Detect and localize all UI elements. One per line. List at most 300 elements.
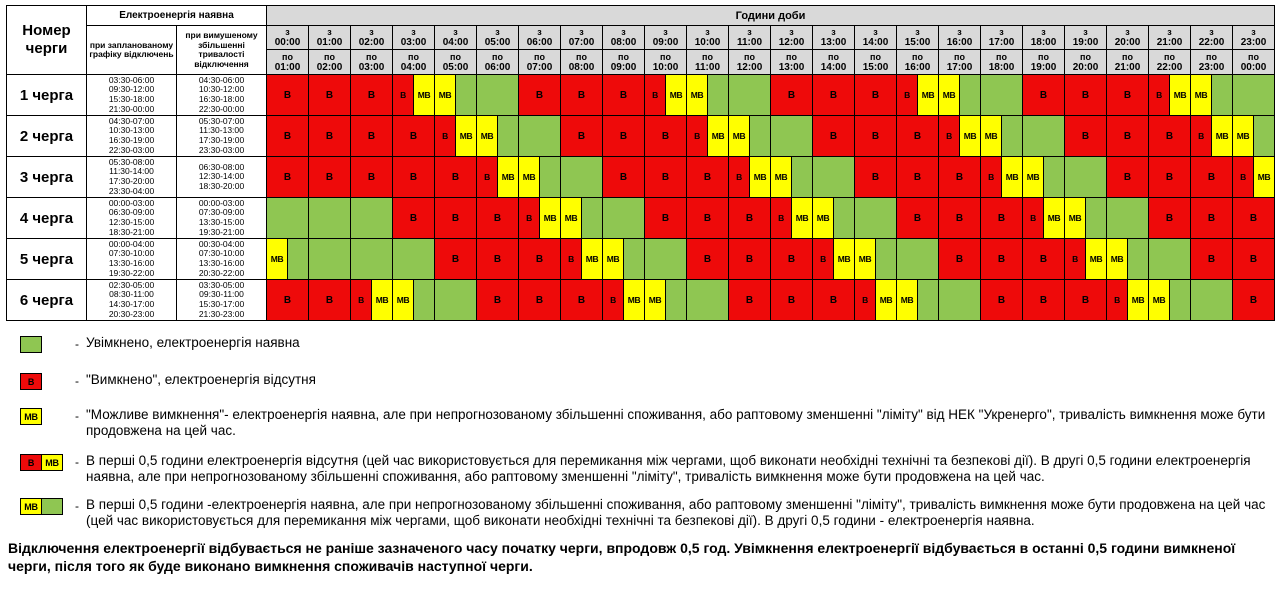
grid-cell-b: В	[561, 116, 603, 157]
half-off: В	[477, 157, 497, 197]
split-cell	[1107, 239, 1148, 279]
grid-cell-mg	[561, 198, 603, 239]
time-range: 21:30-00:00	[108, 103, 155, 114]
split-cell	[435, 75, 476, 115]
grid-cell-bm	[687, 116, 729, 157]
planned-times-cell	[87, 239, 177, 280]
half-off: В	[561, 239, 581, 279]
half-possible-off: МВ	[561, 198, 581, 238]
half-possible-off: МВ	[687, 75, 707, 115]
hour-from-cell-time: 01:00	[316, 37, 343, 48]
legend-item	[20, 453, 1280, 485]
hour-from-cell-time: 12:00	[778, 37, 805, 48]
grid-cell-b: В	[309, 280, 351, 321]
grid-cell-b: В	[1107, 116, 1149, 157]
time-range: 00:00-04:00	[108, 238, 155, 249]
hour-from-cell-time: 13:00	[820, 37, 847, 48]
half-on	[665, 280, 686, 320]
split-cell	[1233, 157, 1274, 197]
hour-to-cell-time: 02:00	[316, 61, 343, 73]
time-range: 13:30-16:00	[198, 258, 245, 268]
hour-to-cell-time: 10:00	[652, 61, 679, 73]
hour-to-cell-time: 05:00	[442, 61, 469, 73]
half-possible-off: МВ	[539, 198, 560, 238]
grid-cell-b: В	[981, 280, 1023, 321]
split-cell	[939, 75, 980, 115]
time-range: 11:30-13:00	[199, 125, 244, 136]
grid-cell-b: В	[309, 116, 351, 157]
hour-from-cell-time: 19:00	[1072, 37, 1099, 48]
half-off: В	[981, 157, 1001, 197]
forced-times-cell	[177, 198, 267, 239]
split-cell	[1023, 198, 1064, 238]
planned-schedule-header: при запланованому графіку відключень	[87, 26, 177, 75]
split-cell	[477, 157, 518, 197]
grid-cell-b: В	[1233, 280, 1275, 321]
hour-to-cell-word: по	[954, 51, 965, 62]
hour-from-cell	[813, 26, 855, 50]
half-possible-off: МВ	[1253, 157, 1274, 197]
time-range: 03:30-05:00	[198, 279, 245, 290]
half-off: В	[519, 198, 539, 238]
hour-to-cell	[855, 50, 897, 75]
grid-cell-g	[519, 116, 561, 157]
half-possible-off: МВ	[875, 280, 896, 320]
grid-cell-bm	[1065, 239, 1107, 280]
hour-to-cell-word: по	[576, 51, 587, 62]
hour-to-cell	[687, 50, 729, 75]
grid-cell-b: В	[561, 280, 603, 321]
grid-cell-g	[561, 157, 603, 198]
grid-cell-bm	[813, 239, 855, 280]
hour-from-cell-word: з	[285, 27, 290, 37]
hour-to-cell-time: 11:00	[694, 61, 721, 73]
half-possible-off: МВ	[1191, 75, 1211, 115]
split-cell	[603, 280, 644, 320]
half-possible-off: МВ	[917, 75, 938, 115]
split-cell	[687, 116, 728, 156]
grid-cell-g	[1023, 116, 1065, 157]
split-cell	[561, 239, 602, 279]
half-possible-off: МВ	[771, 157, 791, 197]
split-cell	[1107, 280, 1148, 320]
time-range: 00:30-04:00	[198, 238, 245, 249]
grid-cell-b: В	[939, 157, 981, 198]
grid-cell-b: В	[1191, 198, 1233, 239]
grid-cell-b: В	[603, 157, 645, 198]
time-range: 19:30-21:00	[198, 226, 245, 237]
grid-cell-b: В	[1233, 198, 1275, 239]
grid-cell-bm	[1023, 198, 1065, 239]
grid-cell-b: В	[267, 116, 309, 157]
grid-cell-b: В	[267, 280, 309, 321]
half-possible-off: МВ	[267, 239, 287, 279]
hour-from-cell-word: з	[495, 27, 500, 37]
hour-from-cell	[351, 26, 393, 50]
grid-cell-mg	[1065, 198, 1107, 239]
grid-cell-b: В	[519, 280, 561, 321]
hour-from-cell	[771, 26, 813, 50]
grid-cell-b: В	[561, 75, 603, 116]
hour-to-cell	[267, 50, 309, 75]
grid-cell-b: В	[1107, 75, 1149, 116]
grid-cell-g	[309, 198, 351, 239]
split-cell	[813, 198, 854, 238]
grid-cell-mg	[603, 239, 645, 280]
grid-cell-mg	[729, 116, 771, 157]
grid-cell-bm	[771, 198, 813, 239]
hour-to-cell-time: 15:00	[862, 61, 889, 73]
split-cell	[393, 280, 434, 320]
half-on	[623, 239, 644, 279]
grid-cell-bm	[1233, 157, 1275, 198]
time-range: 00:00-03:00	[198, 197, 245, 208]
half-possible-off: МВ	[623, 280, 644, 320]
grid-cell-b: В	[813, 116, 855, 157]
legend-swatch-on	[20, 336, 42, 353]
grid-cell-b: В	[855, 75, 897, 116]
grid-cell-b: В	[1149, 116, 1191, 157]
hour-to-cell	[603, 50, 645, 75]
half-possible-off: МВ	[1107, 239, 1127, 279]
legend-swatch-mb: МВ	[20, 408, 42, 425]
forced-schedule-header: при вимушеному збільшенні тривалості відключення	[177, 26, 267, 75]
split-cell	[351, 280, 392, 320]
hour-to-cell-word: по	[996, 51, 1007, 62]
time-range: 21:30-23:00	[198, 308, 245, 319]
legend-text: "Можливе вимкнення"- електроенергія наявна, але при непрогнозованому збільшенні споживання, або раптовому зменшенні "ліміту" від НЕК "Укренерго", тривалість вимкнення може бути продовжена на цей час.	[86, 407, 1266, 438]
half-possible-off: МВ	[939, 75, 959, 115]
time-range: 07:30-09:00	[198, 207, 245, 218]
half-on	[1253, 116, 1274, 156]
legend-text: В перші 0,5 години -електроенергія наявна, але при непрогнозованому збільшенні споживання, або раптовому зменшенні "ліміту", тривалість вимкнення може бути продовжена на цей час (цей час використовується для перемикання між чергами, щоб виконати необхідні технічні та безпекові дії). В другі 0,5 години - електроенергія наявна.	[86, 497, 1266, 528]
grid-cell-b: В	[645, 116, 687, 157]
hour-to-cell	[477, 50, 519, 75]
grid-cell-b: В	[1107, 157, 1149, 198]
hour-from-cell-time: 14:00	[862, 37, 889, 48]
hour-to-cell-time: 13:00	[778, 61, 805, 73]
half-possible-off: МВ	[435, 75, 455, 115]
hour-from-cell	[1191, 26, 1233, 50]
half-on	[1085, 198, 1106, 238]
forced-times-cell	[177, 116, 267, 157]
hour-to-cell	[1107, 50, 1149, 75]
hour-from-cell	[729, 26, 771, 50]
half-possible-off: МВ	[1001, 157, 1022, 197]
grid-cell-b: В	[393, 198, 435, 239]
time-range: 05:30-07:00	[198, 115, 245, 126]
time-range: 05:30-08:00	[108, 156, 155, 167]
hour-from-cell-time: 09:00	[652, 37, 679, 48]
time-range: 10:30-13:00	[108, 125, 155, 136]
hour-from-cell-time: 11:00	[736, 37, 763, 48]
hours-of-day-header: Години доби	[267, 6, 1275, 26]
time-range: 18:30-20:00	[198, 180, 245, 191]
grid-cell-b: В	[393, 116, 435, 157]
grid-cell-bm	[519, 198, 561, 239]
hour-from-cell	[1149, 26, 1191, 50]
grid-cell-b: В	[687, 198, 729, 239]
split-cell	[1065, 198, 1106, 238]
hour-to-cell-word: по	[744, 51, 755, 62]
half-off: В	[855, 280, 875, 320]
grid-cell-g	[603, 198, 645, 239]
half-off: В	[1149, 75, 1169, 115]
grid-cell-b: В	[351, 116, 393, 157]
hour-to-cell-time: 06:00	[484, 61, 511, 73]
hour-to-cell	[645, 50, 687, 75]
split-cell	[1233, 116, 1274, 156]
half-possible-off: МВ	[897, 280, 917, 320]
forced-times-cell	[177, 75, 267, 116]
hour-to-cell	[813, 50, 855, 75]
half-on	[833, 198, 854, 238]
queue-label: 1 черга	[7, 75, 87, 116]
hour-from-cell	[939, 26, 981, 50]
grid-cell-g	[351, 239, 393, 280]
half-possible-off: МВ	[497, 157, 518, 197]
hour-from-cell-word: з	[621, 27, 626, 37]
half-on	[1127, 239, 1148, 279]
hour-to-cell	[393, 50, 435, 75]
hour-from-cell-time: 18:00	[1030, 37, 1057, 48]
hour-to-cell-time: 09:00	[610, 61, 637, 73]
grid-cell-mg	[393, 280, 435, 321]
hour-to-cell-time: 16:00	[904, 61, 931, 73]
hour-from-cell-word: з	[1125, 27, 1130, 37]
hour-from-cell	[645, 26, 687, 50]
hour-from-cell-word: з	[1251, 27, 1256, 37]
grid-cell-b: В	[435, 239, 477, 280]
hour-to-cell-word: по	[618, 51, 629, 62]
time-range: 16:30-18:00	[198, 94, 245, 104]
half-off: В	[1233, 157, 1253, 197]
hour-to-cell	[897, 50, 939, 75]
split-cell	[519, 198, 560, 238]
hour-from-cell	[435, 26, 477, 50]
hour-from-cell	[1023, 26, 1065, 50]
grid-cell-b: В	[1023, 239, 1065, 280]
half-possible-off: МВ	[1065, 198, 1085, 238]
hour-from-cell	[1233, 26, 1275, 50]
time-range: 04:30-07:00	[108, 115, 155, 126]
half-off: В	[813, 239, 833, 279]
split-cell	[1065, 239, 1106, 279]
header-row-from	[7, 26, 1275, 50]
half-possible-off: МВ	[791, 198, 812, 238]
grid-cell-b: В	[771, 280, 813, 321]
hour-to-cell-word: по	[660, 51, 671, 62]
hour-from-cell	[981, 26, 1023, 50]
half-on	[1169, 280, 1190, 320]
hour-from-cell-word: з	[327, 27, 332, 37]
hour-to-cell-word: по	[1038, 51, 1049, 62]
split-cell	[771, 198, 812, 238]
time-range: 17:30-19:00	[198, 135, 245, 145]
hour-from-cell-word: з	[705, 27, 710, 37]
time-range: 22:30-03:00	[108, 144, 155, 155]
grid-cell-b: В	[771, 75, 813, 116]
half-off: В	[729, 157, 749, 197]
grid-cell-b: В	[939, 198, 981, 239]
grid-cell-b: В	[1065, 116, 1107, 157]
hour-to-cell-word: по	[408, 51, 419, 62]
hour-to-cell	[939, 50, 981, 75]
hour-from-cell-word: з	[999, 27, 1004, 37]
time-range: 12:30-14:00	[198, 171, 245, 182]
legend-swatch-off: В	[20, 373, 42, 390]
time-range: 07:30-10:00	[108, 248, 155, 259]
hour-to-cell-time: 03:00	[358, 61, 385, 73]
grid-cell-b: В	[435, 157, 477, 198]
time-range: 23:30-03:00	[198, 144, 245, 155]
grid-cell-b: В	[855, 116, 897, 157]
time-range: 11:30-14:00	[109, 166, 154, 177]
grid-cell-mg	[267, 239, 309, 280]
grid-cell-mg	[939, 75, 981, 116]
hour-from-cell-word: з	[1167, 27, 1172, 37]
half-on	[1043, 157, 1064, 197]
half-on	[749, 116, 770, 156]
split-cell	[477, 116, 518, 156]
half-on	[959, 75, 980, 115]
hour-from-cell-time: 15:00	[904, 37, 931, 48]
queue-row	[7, 239, 1275, 280]
half-off: В	[687, 116, 707, 156]
split-cell	[813, 239, 854, 279]
hour-to-cell	[309, 50, 351, 75]
half-on	[1001, 116, 1022, 156]
grid-cell-mg	[1107, 239, 1149, 280]
grid-cell-b: В	[603, 116, 645, 157]
hour-to-cell-time: 01:00	[274, 61, 301, 73]
time-range: 04:30-06:00	[198, 74, 245, 85]
grid-cell-g	[813, 157, 855, 198]
legend-swatches	[20, 335, 68, 353]
grid-cell-bm	[645, 75, 687, 116]
half-possible-off: МВ	[981, 116, 1001, 156]
legend-text: "Вимкнено", електроенергія відсутня	[86, 372, 316, 387]
grid-cell-mg	[477, 116, 519, 157]
grid-cell-mg	[897, 280, 939, 321]
grid-cell-bm	[897, 75, 939, 116]
hour-to-cell-word: по	[1164, 51, 1175, 62]
grid-cell-b: В	[897, 157, 939, 198]
hour-from-cell-word: з	[747, 27, 752, 37]
grid-cell-mg	[645, 280, 687, 321]
hour-from-cell-word: з	[411, 27, 416, 37]
grid-cell-bm	[729, 157, 771, 198]
grid-cell-b: В	[729, 198, 771, 239]
grid-cell-mg	[687, 75, 729, 116]
legend-dash: -	[75, 337, 79, 351]
half-on	[287, 239, 308, 279]
split-cell	[981, 116, 1022, 156]
hour-from-cell-word: з	[915, 27, 920, 37]
half-possible-off: МВ	[1085, 239, 1106, 279]
grid-cell-bm	[393, 75, 435, 116]
queue-row	[7, 157, 1275, 198]
grid-cell-b: В	[309, 75, 351, 116]
grid-cell-b: В	[267, 75, 309, 116]
grid-cell-g	[1233, 75, 1275, 116]
queue-label: 4 черга	[7, 198, 87, 239]
hour-from-cell-word: з	[1083, 27, 1088, 37]
hour-from-cell-word: з	[789, 27, 794, 37]
grid-cell-mg	[1149, 280, 1191, 321]
grid-cell-b: В	[687, 157, 729, 198]
legend-swatch-on	[41, 498, 63, 515]
time-range: 22:30-00:00	[198, 103, 245, 114]
half-off: В	[393, 75, 413, 115]
time-range: 20:30-23:00	[108, 308, 155, 319]
grid-cell-b: В	[855, 157, 897, 198]
split-cell	[1149, 75, 1190, 115]
time-range: 06:30-09:00	[108, 207, 155, 218]
hour-to-cell-time: 20:00	[1072, 61, 1099, 73]
time-range: 14:30-17:00	[108, 299, 155, 309]
legend-swatch-mb: МВ	[20, 498, 42, 515]
half-possible-off: МВ	[729, 116, 749, 156]
hour-from-cell-word: з	[1209, 27, 1214, 37]
legend-swatches	[20, 372, 68, 390]
hour-to-cell	[519, 50, 561, 75]
hour-from-cell	[687, 26, 729, 50]
grid-cell-g	[1191, 280, 1233, 321]
hour-from-cell	[477, 26, 519, 50]
half-off: В	[1023, 198, 1043, 238]
half-on	[413, 280, 434, 320]
grid-cell-b: В	[1149, 157, 1191, 198]
split-cell	[519, 157, 560, 197]
half-possible-off: МВ	[1233, 116, 1253, 156]
split-cell	[645, 280, 686, 320]
half-off: В	[435, 116, 455, 156]
legend-swatches	[20, 453, 68, 471]
queue-label: 6 черга	[7, 280, 87, 321]
hour-to-cell-time: 21:00	[1114, 61, 1141, 73]
hour-to-cell	[981, 50, 1023, 75]
half-off: В	[939, 116, 959, 156]
time-range: 19:30-22:00	[108, 267, 155, 278]
time-range: 07:30-10:00	[198, 248, 245, 259]
grid-cell-b: В	[1065, 280, 1107, 321]
hour-to-cell-time: 00:00	[1240, 61, 1267, 73]
half-on	[497, 116, 518, 156]
grid-cell-g	[687, 280, 729, 321]
hour-to-cell-word: по	[1122, 51, 1133, 62]
grid-cell-g	[1149, 239, 1191, 280]
grid-cell-b: В	[519, 75, 561, 116]
header-row-top	[7, 6, 1275, 26]
grid-cell-b: В	[729, 239, 771, 280]
forced-times-cell	[177, 157, 267, 198]
grid-cell-b: В	[771, 239, 813, 280]
legend-swatches	[20, 497, 68, 515]
grid-cell-bm	[981, 157, 1023, 198]
half-possible-off: МВ	[749, 157, 770, 197]
hour-from-cell-word: з	[957, 27, 962, 37]
time-range: 16:30-19:00	[108, 135, 155, 145]
half-possible-off: МВ	[519, 157, 539, 197]
grid-cell-b: В	[603, 75, 645, 116]
split-cell	[1149, 280, 1190, 320]
grid-cell-b: В	[1065, 75, 1107, 116]
legend-dash: -	[75, 409, 79, 423]
split-cell	[855, 280, 896, 320]
hour-from-cell-time: 08:00	[610, 37, 637, 48]
legend-item	[20, 372, 1280, 390]
